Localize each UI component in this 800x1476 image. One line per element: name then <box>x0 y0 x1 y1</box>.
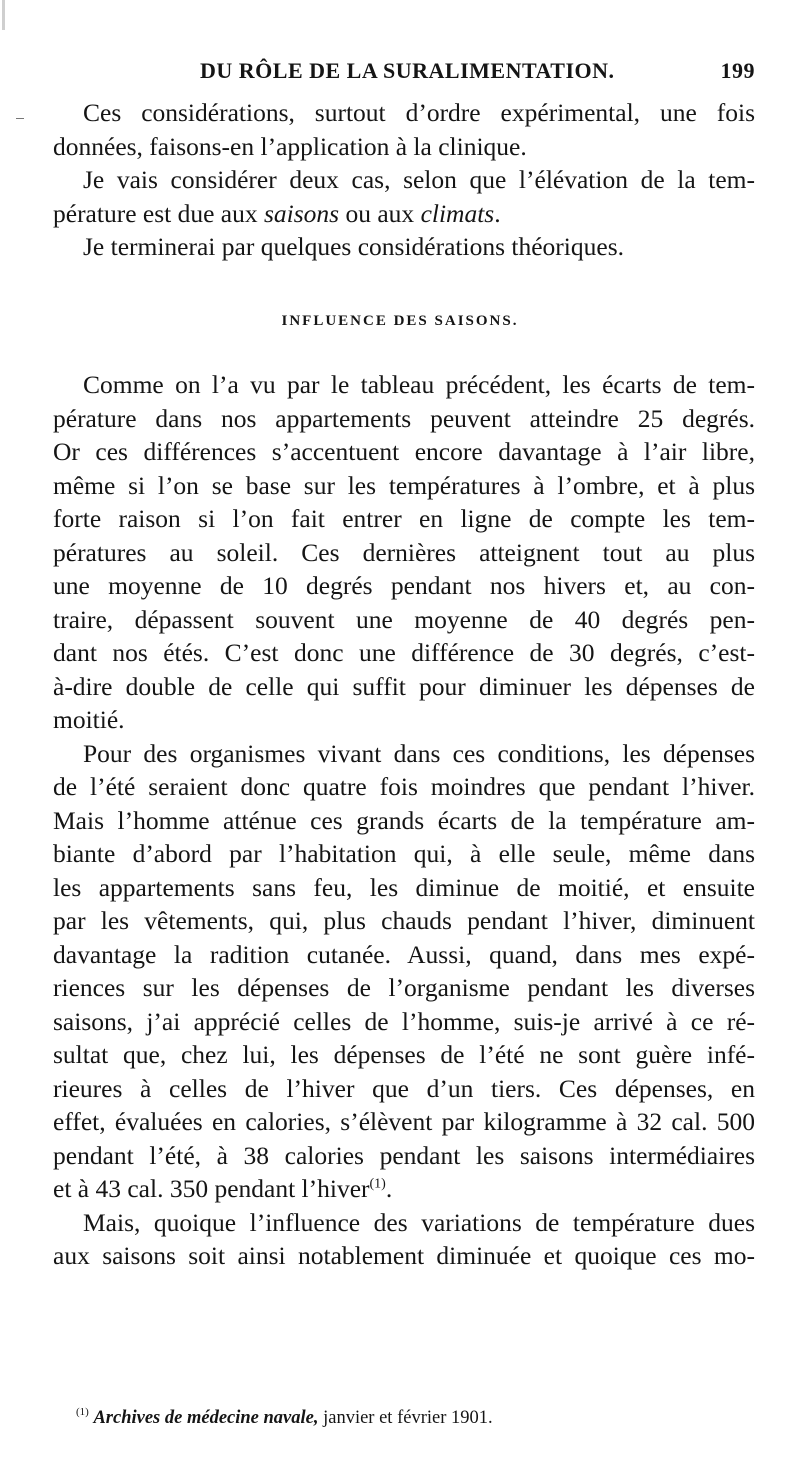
text-line: même si l’on se base sur les températures à l’ombre, et à plus <box>53 470 755 500</box>
text-segment: pérature est due aux <box>53 198 258 228</box>
text-line: aux saisons soit ainsi notablement diminuée et quoique ces mo- <box>53 1241 755 1270</box>
footnote-text: janvier et février 1901. <box>323 1408 493 1428</box>
text-line: davantage la radition cutanée. Aussi, quand, dans mes expé- <box>53 939 755 969</box>
text-line: Comme on l’a vu par le tableau précédent, les écarts de tem- <box>83 370 755 399</box>
text-line: par les vêtements, qui, plus chauds pendant l’hiver, diminuent <box>53 906 755 935</box>
page-number: 199 <box>720 58 755 83</box>
emphasis-climats: climats <box>420 198 495 228</box>
footnote-mark: (1) <box>76 1406 89 1418</box>
text-line: sultat que, chez lui, les dépenses de l’été ne sont guère infé- <box>53 1040 755 1069</box>
text-line: données, faisons-en l’application à la clinique. <box>53 131 527 161</box>
text-line: Je vais considérer deux cas, selon que l’élévation de la tem- <box>83 165 755 194</box>
text-line: pendant l’été, à 38 calories pendant les saisons intermédiaires <box>53 1140 755 1170</box>
text-line: à-dire double de celle qui suffit pour diminuer les dépenses de <box>53 671 755 701</box>
footnote-reference: (1) <box>369 1176 386 1192</box>
paragraph <box>53 737 755 1173</box>
text-line: Mais l’homme atténue ces grands écarts de la température am- <box>53 805 755 835</box>
text-line: biante d’abord par l’habitation qui, à elle seule, même dans <box>53 839 755 868</box>
text-segment: . <box>385 1174 393 1203</box>
page-header <box>100 58 755 88</box>
text-line: pérature dans nos appartements peuvent atteindre 25 degrés. <box>53 403 755 433</box>
intro-text <box>53 96 755 264</box>
running-title: DU RÔLE DE LA SURALIMENTATION. <box>200 58 615 83</box>
text-line <box>53 197 755 231</box>
paragraph <box>53 368 755 737</box>
text-line: saisons, j’ai apprécié celles de l’homme, suis-je arrivé à ce ré- <box>53 1006 755 1036</box>
paragraph <box>53 1206 755 1273</box>
text-line: effet, évaluées en calories, s’élèvent par kilogramme à 32 cal. 500 <box>53 1107 755 1136</box>
text-line: Ces considérations, surtout d’ordre expérimental, une fois <box>83 98 755 127</box>
text-line: Je terminerai par quelques considérations théoriques. <box>83 232 624 261</box>
text-line: Mais, quoique l’influence des variations de température dues <box>83 1207 755 1237</box>
text-line: moitié. <box>53 705 125 734</box>
scan-edge-mark <box>2 0 5 30</box>
margin-mark <box>16 118 24 119</box>
footnote-source-title: Archives de médecine navale, <box>93 1408 319 1428</box>
text-line: de l’été seraient donc quatre fois moindres que pendant l’hiver. <box>53 772 755 801</box>
text-segment: . <box>494 198 501 228</box>
text-line: une moyenne de 10 degrés pendant nos hivers et, au con- <box>53 571 755 600</box>
text-line: dant nos étés. C’est donc une différence de 30 degrés, c’est- <box>53 638 755 667</box>
text-line: Pour des organismes vivant dans ces conditions, les dépenses <box>83 738 755 768</box>
text-line <box>53 1172 755 1206</box>
text-line: rieures à celles de l’hiver que d’un tiers. Ces dépenses, en <box>53 1073 755 1103</box>
text-line: les appartements sans feu, les diminue de moitié, et ensuite <box>53 872 755 902</box>
section-heading: INFLUENCE DES SAISONS. <box>281 313 519 329</box>
text-line: traire, dépassent souvent une moyenne de 40 degrés pen- <box>53 604 755 634</box>
text-line: Or ces différences s’accentuent encore davantage à l’air libre, <box>53 437 755 466</box>
text-line: forte raison si l’on fait entrer en ligne de compte les tem- <box>53 504 755 533</box>
footnote <box>76 1408 493 1429</box>
main-text <box>53 368 755 1273</box>
text-line: riences sur les dépenses de l’organisme pendant les diverses <box>53 973 755 1002</box>
text-segment: ou aux <box>345 198 415 228</box>
text-line: pératures au soleil. Ces dernières atteignent tout au plus <box>53 537 755 567</box>
emphasis-saisons: saisons <box>264 198 340 228</box>
text-segment: et à 43 cal. 350 pendant l’hiver <box>53 1174 370 1203</box>
